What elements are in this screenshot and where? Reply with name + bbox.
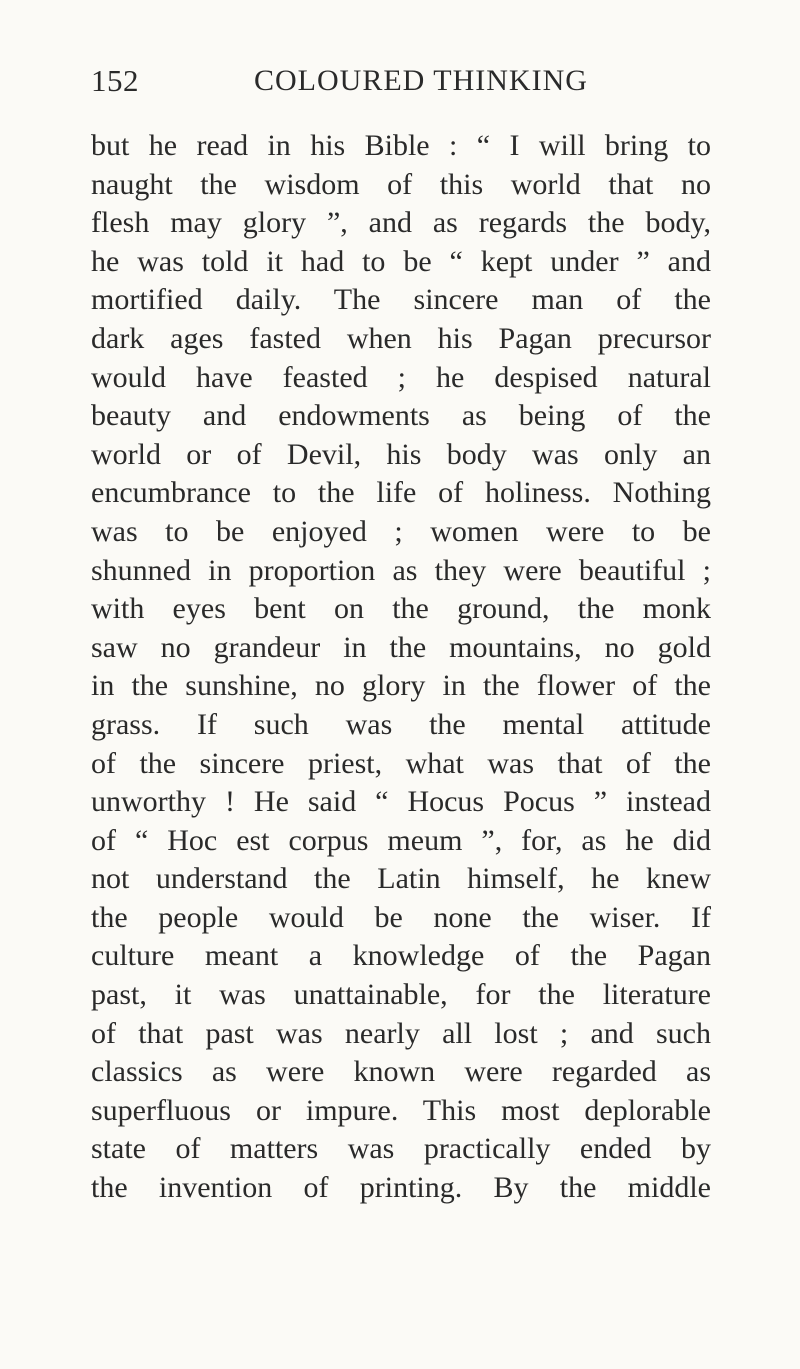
text-line: of “ Hoc est corpus meum ”, for, as he did xyxy=(91,823,711,857)
text-line: but he read in his Bible : “ I will bring to xyxy=(91,129,711,162)
text-line: past, it was unattainable, for the literature xyxy=(91,978,711,1012)
text-line: of that past was nearly all lost ; and such xyxy=(91,1016,711,1050)
text-line: shunned in proportion as they were beautiful ; xyxy=(91,553,711,587)
body-text xyxy=(91,127,711,1208)
text-line: flesh may glory ”, and as regards the body, xyxy=(91,206,711,240)
text-line: he was told it had to be “ kept under ” and xyxy=(91,244,711,278)
text-line: culture meant a knowledge of the Pagan xyxy=(91,939,711,973)
text-line: mortified daily. The sincere man of the xyxy=(91,283,711,317)
text-line: classics as were known were regarded as xyxy=(91,1055,711,1089)
text-line: would have feasted ; he despised natural xyxy=(91,360,711,394)
running-title: COLOURED THINKING xyxy=(254,64,588,97)
text-line: was to be enjoyed ; women were to be xyxy=(91,514,711,548)
text-line: of the sincere priest, what was that of the xyxy=(91,746,711,780)
text-line: saw no grandeur in the mountains, no gold xyxy=(91,630,711,664)
text-line: the invention of printing. By the middle xyxy=(91,1171,711,1205)
page-number: 152 xyxy=(91,63,139,98)
text-line: naught the wisdom of this world that no xyxy=(91,167,711,201)
text-line: with eyes bent on the ground, the monk xyxy=(91,592,711,626)
text-line: unworthy ! He said “ Hocus Pocus ” instead xyxy=(91,785,711,819)
text-line: world or of Devil, his body was only an xyxy=(91,437,711,471)
running-head xyxy=(91,64,709,98)
text-line: grass. If such was the mental attitude xyxy=(91,707,711,741)
text-line: superfluous or impure. This most deplorable xyxy=(91,1093,711,1127)
text-line: encumbrance to the life of holiness. Nothing xyxy=(91,476,711,510)
text-line: beauty and endowments as being of the xyxy=(91,399,711,433)
text-line: in the sunshine, no glory in the flower of the xyxy=(91,669,711,703)
text-line: the people would be none the wiser. If xyxy=(91,900,711,934)
text-line: not understand the Latin himself, he knew xyxy=(91,862,711,896)
text-line: dark ages fasted when his Pagan precursor xyxy=(91,321,711,355)
text-line: state of matters was practically ended by xyxy=(91,1132,711,1166)
